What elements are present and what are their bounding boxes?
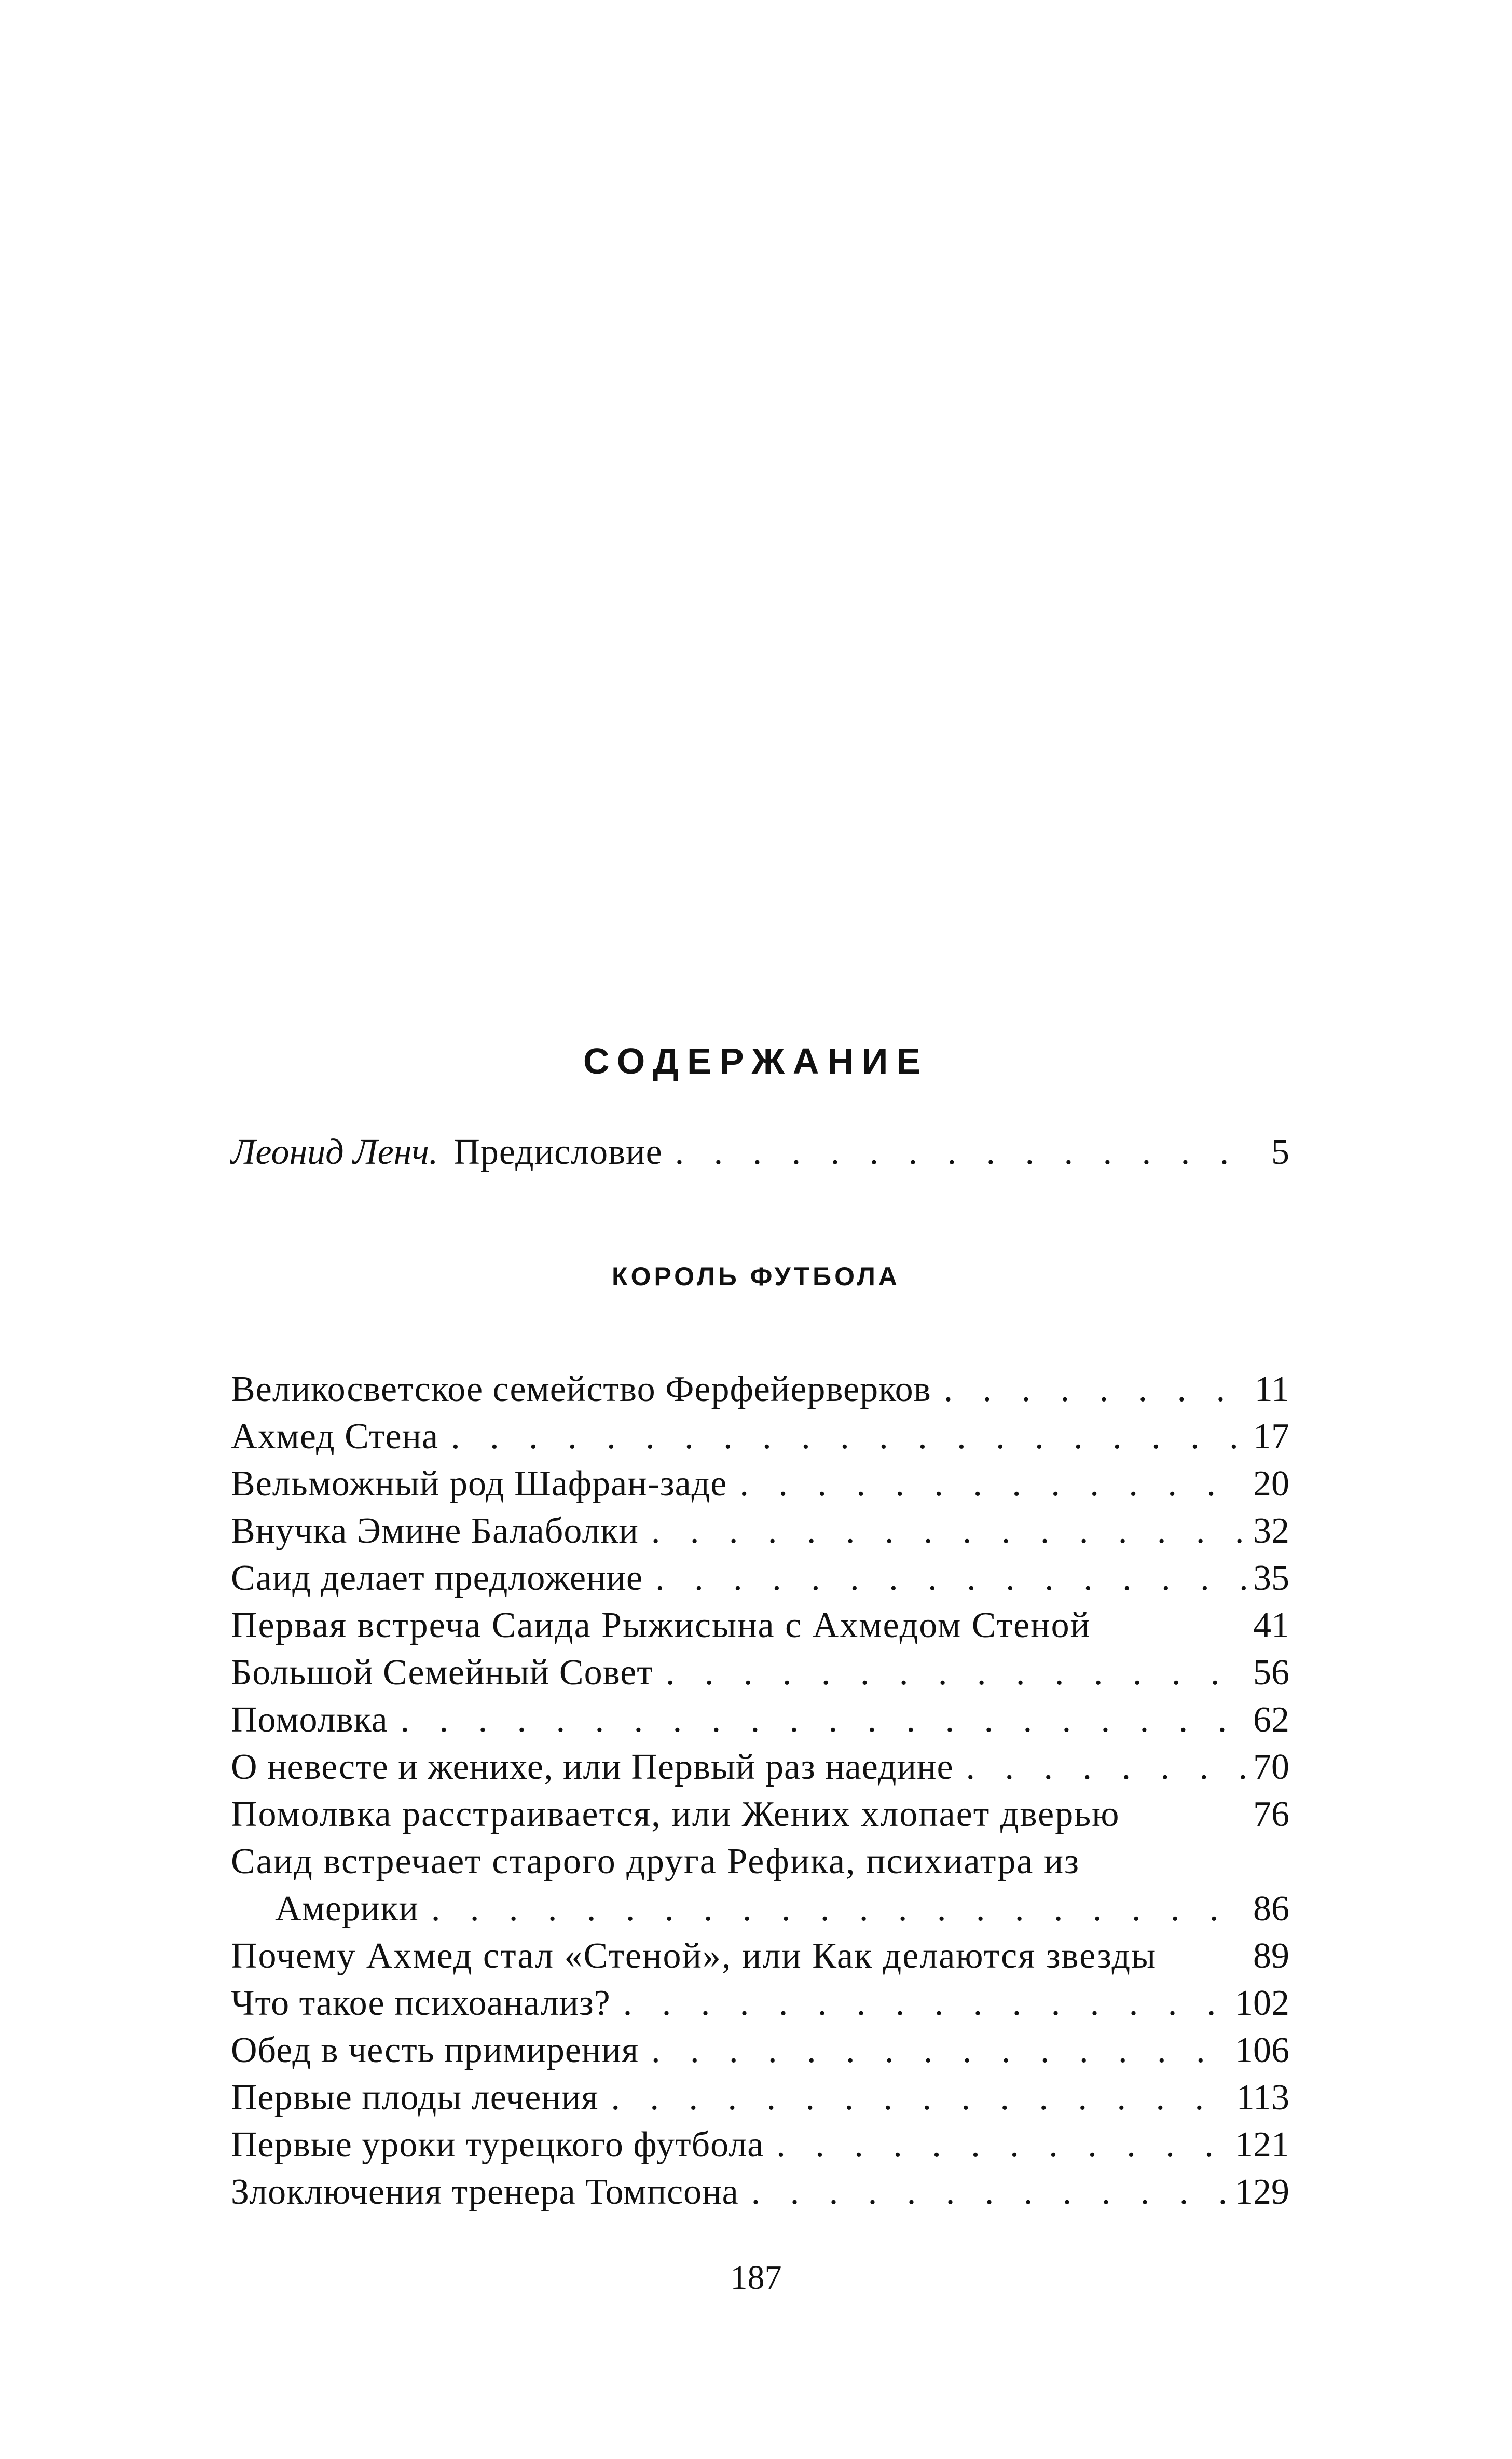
toc-title: Саид встречает старого друга Рефика, психиатра из xyxy=(231,1842,1080,1881)
toc-title: Помолвка xyxy=(231,1700,388,1740)
toc-row xyxy=(231,1932,1289,1980)
dot-leader xyxy=(651,1507,1246,1555)
toc-row xyxy=(231,1602,1289,1649)
toc-row xyxy=(231,1460,1289,1507)
toc-row xyxy=(231,2168,1289,2216)
toc-title: Америки xyxy=(275,1889,419,1929)
toc-title: Почему Ахмед стал «Стеной», или Как делаются звезды xyxy=(231,1936,1157,1976)
toc-row xyxy=(231,1129,1289,1176)
toc-page-number: 121 xyxy=(1235,2125,1289,2165)
toc-title: Обед в честь примирения xyxy=(231,2030,639,2070)
dot-leader xyxy=(623,1980,1228,2027)
toc-row xyxy=(231,1838,1289,1885)
toc-row xyxy=(231,1649,1289,1696)
toc-title: О невесте и женихе, или Первый раз наедине xyxy=(231,1747,954,1787)
toc-row xyxy=(231,1885,1289,1932)
toc-page-number: 106 xyxy=(1235,2030,1289,2070)
toc-row xyxy=(231,2027,1289,2074)
dot-leader xyxy=(431,1885,1246,1932)
toc-page-number: 86 xyxy=(1253,1889,1289,1929)
toc-page-number: 102 xyxy=(1235,1983,1289,2023)
toc-page-number: 89 xyxy=(1253,1936,1289,1976)
dot-leader xyxy=(751,2168,1228,2216)
dot-leader xyxy=(966,1743,1246,1791)
toc-list xyxy=(231,1366,1289,2216)
toc-page-number: 17 xyxy=(1253,1417,1289,1457)
toc-page-number: 129 xyxy=(1235,2172,1289,2212)
toc-row xyxy=(231,1791,1289,1838)
dot-leader xyxy=(944,1366,1246,1413)
toc-page-number: 70 xyxy=(1253,1747,1289,1787)
toc-page-number: 62 xyxy=(1253,1700,1289,1740)
dot-leader xyxy=(655,1555,1246,1602)
toc-row xyxy=(231,1413,1289,1460)
toc-title: Вельможный род Шафран-заде xyxy=(231,1464,727,1504)
toc-title: Большой Семейный Совет xyxy=(231,1653,653,1693)
toc-title: Что такое психоанализ? xyxy=(231,1983,611,2023)
toc-page-number: 32 xyxy=(1253,1511,1289,1551)
toc-title xyxy=(231,1129,663,1176)
toc-row xyxy=(231,1507,1289,1555)
toc-row xyxy=(231,1366,1289,1413)
toc-title: Ахмед Стена xyxy=(231,1417,439,1457)
toc-title: Саид делает предложение xyxy=(231,1558,643,1598)
toc-title: Злоключения тренера Томпсона xyxy=(231,2172,739,2212)
preface-author: Леонид Ленч. xyxy=(231,1132,438,1172)
toc-title: Великосветское семейство Ферфейерверков xyxy=(231,1369,931,1409)
toc-page-number: 41 xyxy=(1253,1605,1289,1645)
toc-row xyxy=(231,1555,1289,1602)
dot-leader xyxy=(451,1413,1246,1460)
toc-title: Первая встреча Саида Рыжисына с Ахмедом Стеной xyxy=(231,1605,1091,1645)
toc-row xyxy=(231,2074,1289,2121)
toc-page-number: 5 xyxy=(1271,1132,1289,1172)
toc-row xyxy=(231,1743,1289,1791)
toc-row xyxy=(231,2121,1289,2168)
dot-leader xyxy=(739,1460,1246,1507)
toc-title: Первые плоды лечения xyxy=(231,2078,599,2118)
dot-leader xyxy=(776,2121,1228,2168)
toc-row xyxy=(231,1980,1289,2027)
toc-title: Помолвка расстраивается, или Жених хлопает дверью xyxy=(231,1794,1120,1834)
page-number: 187 xyxy=(730,2259,782,2297)
toc-page-number: 11 xyxy=(1254,1369,1289,1409)
toc-page-number: 20 xyxy=(1253,1464,1289,1504)
toc-title: Внучка Эмине Балаболки xyxy=(231,1511,639,1551)
dot-leader xyxy=(675,1129,1246,1176)
dot-leader xyxy=(611,2074,1229,2121)
contents-heading: СОДЕРЖАНИЕ xyxy=(583,1041,929,1081)
toc-page-number: 76 xyxy=(1253,1794,1289,1834)
toc-page-number: 113 xyxy=(1236,2078,1289,2118)
dot-leader xyxy=(666,1649,1246,1696)
toc-row xyxy=(231,1696,1289,1743)
toc-page-number: 56 xyxy=(1253,1653,1289,1693)
toc-page-number: 35 xyxy=(1253,1558,1289,1598)
toc-title: Первые уроки турецкого футбола xyxy=(231,2125,764,2165)
section-title: КОРОЛЬ ФУТБОЛА xyxy=(612,1262,900,1291)
dot-leader xyxy=(401,1696,1246,1743)
dot-leader xyxy=(651,2027,1228,2074)
preface-entry xyxy=(231,1129,1289,1176)
preface-title: Предисловие xyxy=(453,1132,663,1172)
